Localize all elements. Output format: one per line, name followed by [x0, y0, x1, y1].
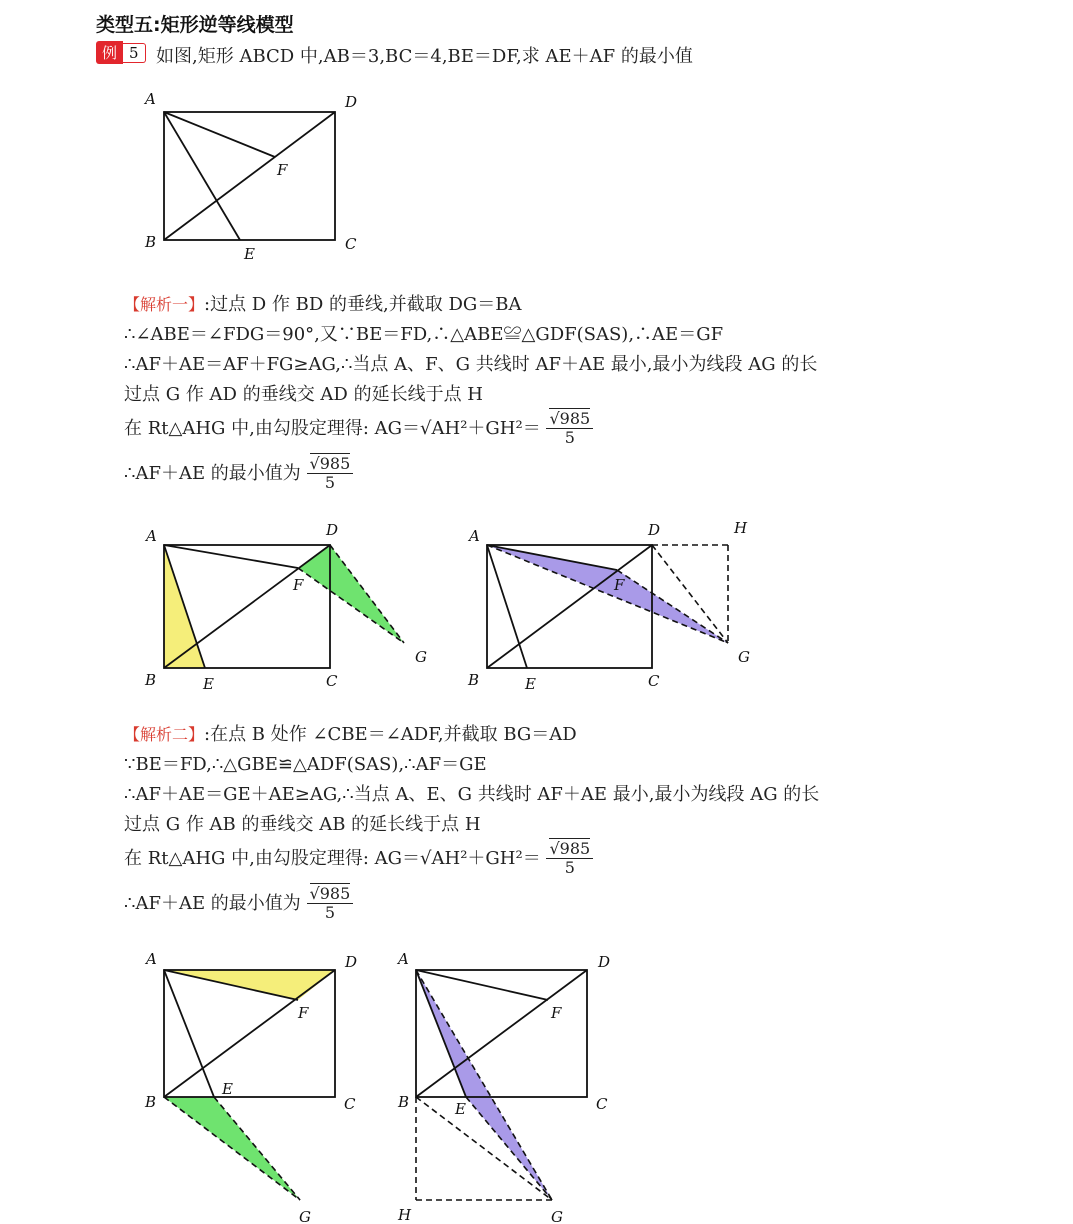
fig2-label-A: A [146, 527, 157, 545]
fig3-label-D: D [648, 521, 661, 539]
label-E: E [244, 245, 255, 263]
fig5-label-H: H [398, 1206, 412, 1224]
solution1-line-1: 【解析一】:过点 D 作 BD 的垂线,并截取 DG＝BA [124, 294, 522, 315]
fig2-label-C: C [326, 672, 338, 690]
answer-fraction: $\frac{√985}{5}$ [546, 410, 593, 448]
section-title: 类型五:矩形逆等线模型 [96, 14, 294, 36]
answer-fraction: $\frac{√985}{5}$ [307, 455, 354, 493]
answer-fraction: $\frac{√985}{5}$ [546, 840, 593, 878]
fig4-label-D: D [345, 953, 358, 971]
example-label: 例 [96, 41, 123, 64]
fig5-label-E: E [455, 1100, 466, 1118]
fig4-label-B: B [145, 1093, 157, 1111]
solution2-heading: 【解析二】 [124, 725, 205, 744]
fig3-label-A: A [469, 527, 480, 545]
fig2-label-E: E [203, 675, 214, 693]
solution2-line-3: ∴AF＋AE＝GE＋AE≥AG,∴当点 A、E、G 共线时 AF＋AE 最小,最小为线段 AG 的长 [124, 784, 820, 805]
fig4-label-C: C [344, 1095, 356, 1113]
example-number: 5 [123, 43, 146, 63]
fig3-label-G: G [738, 648, 750, 666]
solution2-line-6: ∴AF＋AE 的最小值为 $\frac{√985}{5}$ [124, 885, 353, 923]
fig3-label-C: C [648, 672, 660, 690]
solution2-line-1: 【解析二】:在点 B 处作 ∠CBE＝∠ADF,并截取 BG＝AD [124, 724, 577, 745]
fig5-label-C: C [596, 1095, 608, 1113]
label-F: F [277, 161, 288, 179]
solution2-line-2: ∵BE＝FD,∴△GBE≌△ADF(SAS),∴AF＝GE [124, 754, 487, 775]
fig5-label-D: D [598, 953, 611, 971]
fig5-label-A: A [398, 950, 409, 968]
fig4-label-F: F [298, 1004, 309, 1022]
solution2-line-4: 过点 G 作 AB 的垂线交 AB 的延长线于点 H [124, 814, 481, 835]
solution2-line-5: 在 Rt△AHG 中,由勾股定理得: AG＝√AH²＋GH²＝ $\frac{√985}{5}$ [124, 840, 593, 878]
fig4-label-A: A [146, 950, 157, 968]
label-D: D [345, 93, 358, 111]
answer-fraction: $\frac{√985}{5}$ [307, 885, 354, 923]
fig4-label-E: E [222, 1080, 233, 1098]
fig3-label-H: H [734, 519, 748, 537]
label-B: B [145, 233, 157, 251]
fig5-label-F: F [551, 1004, 562, 1022]
fig5-label-B: B [398, 1093, 410, 1111]
fig2-label-G: G [415, 648, 427, 666]
fig3-label-E: E [525, 675, 536, 693]
solution1-line-2: ∴∠ABE＝∠FDG＝90°,又∵BE＝FD,∴△ABE≌△GDF(SAS),∴AE＝GF [124, 324, 724, 345]
fig2-label-D: D [326, 521, 339, 539]
fig3-label-F: F [614, 576, 625, 594]
solution1-line-4: 过点 G 作 AD 的垂线交 AD 的延长线于点 H [124, 384, 483, 405]
solution1-heading: 【解析一】 [124, 295, 205, 314]
solution1-line-5: 在 Rt△AHG 中,由勾股定理得: AG＝√AH²＋GH²＝ $\frac{√985}{5}$ [124, 410, 593, 448]
label-A: A [145, 90, 156, 108]
fig2-label-F: F [293, 576, 304, 594]
fig4-label-G: G [299, 1208, 311, 1224]
fig2-label-B: B [145, 671, 157, 689]
solution1-line-3: ∴AF＋AE＝AF＋FG≥AG,∴当点 A、F、G 共线时 AF＋AE 最小,最小为线段 AG 的长 [124, 354, 818, 375]
label-C: C [345, 235, 357, 253]
fig3-label-B: B [468, 671, 480, 689]
solution1-line-6: ∴AF＋AE 的最小值为 $\frac{√985}{5}$ [124, 455, 353, 493]
problem-statement: 如图,矩形 ABCD 中,AB＝3,BC＝4,BE＝DF,求 AE＋AF 的最小值 [156, 46, 693, 67]
fig5-label-G: G [551, 1208, 563, 1224]
